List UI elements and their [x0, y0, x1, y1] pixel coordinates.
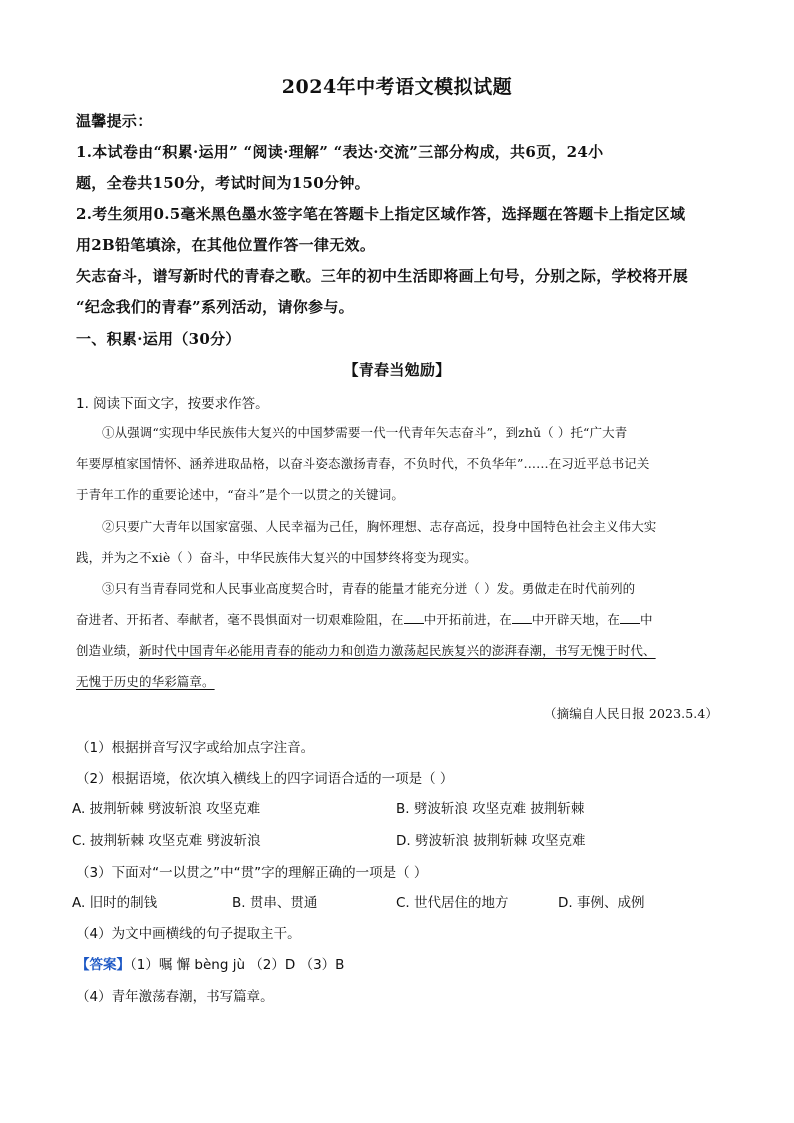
section-heading: 一、积累·运用（30分）	[76, 330, 241, 348]
sub-question: （2）根据语境，依次填入横线上的四字词语合适的一项是（ ）	[76, 771, 454, 787]
sub-question: （4）为文中画横线的句子提取主干。	[76, 926, 301, 942]
subsection-heading: 【青春当勉励】	[343, 361, 451, 379]
fill-blank[interactable]	[404, 612, 424, 624]
sub-question: （1）根据拼音写汉字或给加点字注音。	[76, 740, 315, 756]
passage-line: ②只要广大青年以国家富强、人民幸福为己任，胸怀理想、志存高远，投身中国特色社会主义伟大实	[102, 519, 657, 534]
passage-text: 创造业绩，	[76, 643, 140, 658]
passage-line-with-blanks	[76, 610, 653, 628]
underlined-sentence: 新时代中国青年必能用青春的能动力和创造力激荡起民族复兴的澎湃春潮，书写无愧于时代、	[139, 643, 656, 658]
passage-text: 中	[640, 612, 653, 627]
passage-text: 中开拓前进，在	[423, 612, 512, 627]
option-c[interactable]: C. 世代居住的地方	[396, 895, 509, 911]
tips-heading: 温馨提示：	[76, 112, 153, 130]
option-b[interactable]: B. 劈波斩浪 攻坚克难 披荆斩棘	[396, 801, 585, 817]
tips-line: 1.本试卷由“积累·运用” “阅读·理解” “表达·交流”三部分构成，共6页，24小	[76, 143, 604, 161]
passage-text: 奋进者、开拓者、奉献者，毫不畏惧面对一切艰难险阻，在	[76, 612, 404, 627]
underlined-sentence: 无愧于历史的华彩篇章。	[76, 674, 215, 689]
passage-line: ①从强调“实现中华民族伟大复兴的中国梦需要一代一代青年矢志奋斗”，到zhǔ（ ）托“广大青	[102, 425, 628, 440]
answer-line: （4）青年激荡春潮，书写篇章。	[76, 989, 274, 1005]
intro-line: “纪念我们的青春”系列活动，请你参与。	[76, 298, 354, 316]
passage-text: 中开辟天地，在	[531, 612, 621, 627]
passage-line	[76, 641, 656, 659]
option-d[interactable]: D. 事例、成例	[558, 895, 645, 911]
option-b[interactable]: B. 贯串、贯通	[232, 895, 318, 911]
answer-tag: 【答案】	[76, 957, 130, 973]
page-title: 2024年中考语文模拟试题	[281, 76, 513, 98]
answer-line	[76, 953, 344, 973]
tips-line: 2.考生须用0.5毫米黑色墨水签字笔在答题卡上指定区域作答，选择题在答题卡上指定区域	[76, 205, 686, 223]
answer-text: （1）嘱 懈 bèng jù （2）D （3）B	[130, 957, 345, 973]
passage-line: 于青年工作的重要论述中，“奋斗”是个一以贯之的关键词。	[76, 487, 404, 502]
source-citation: （摘编自人民日报 2023.5.4）	[544, 706, 718, 721]
option-d[interactable]: D. 劈波斩浪 披荆斩棘 攻坚克难	[396, 833, 586, 849]
passage-line: ③只有当青春同党和人民事业高度契合时，青春的能量才能充分迸（ ）发。勇做走在时代前列的	[102, 581, 636, 596]
tips-line: 题，全卷共150分，考试时间为150分钟。	[76, 174, 370, 192]
passage-line: 年要厚植家国情怀、涵养进取品格，以奋斗姿态激扬青春，不负时代，不负华年”……在习近平总书记关	[76, 456, 650, 471]
question-stem: 1. 阅读下面文字，按要求作答。	[76, 396, 269, 412]
option-a[interactable]: A. 披荆斩棘 劈波斩浪 攻坚克难	[72, 801, 261, 817]
fill-blank[interactable]	[620, 612, 640, 624]
sub-question: （3）下面对“一以贯之”中“贯”字的理解正确的一项是（ ）	[76, 865, 428, 881]
tips-line: 用2B铅笔填涂，在其他位置作答一律无效。	[76, 236, 376, 254]
fill-blank[interactable]	[512, 612, 532, 624]
option-a[interactable]: A. 旧时的制钱	[72, 895, 158, 911]
intro-line: 矢志奋斗，谱写新时代的青春之歌。三年的初中生活即将画上句号，分别之际，学校将开展	[76, 267, 689, 285]
option-c[interactable]: C. 披荆斩棘 攻坚克难 劈波斩浪	[72, 833, 261, 849]
passage-line: 践，并为之不xiè（ ）奋斗，中华民族伟大复兴的中国梦终将变为现实。	[76, 550, 477, 565]
